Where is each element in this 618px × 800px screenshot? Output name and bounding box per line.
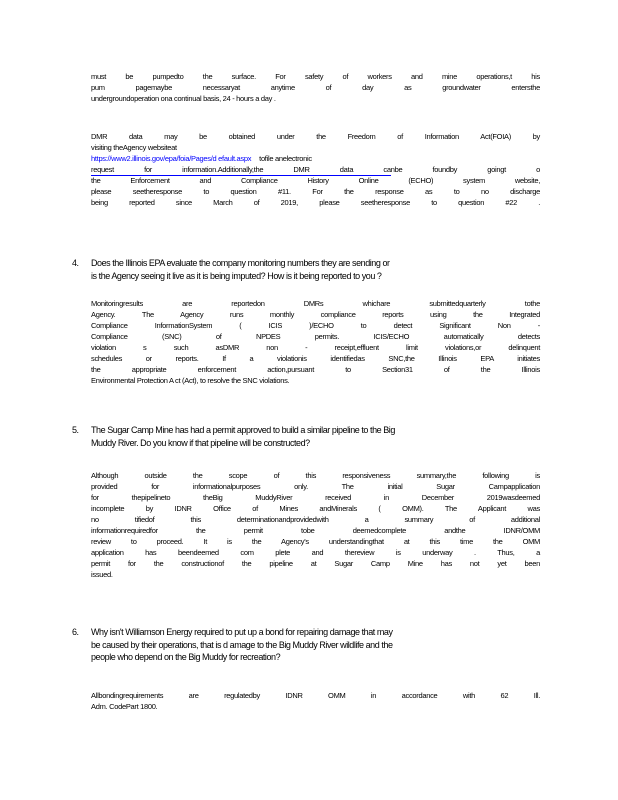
- text-line: Agency. The Agency runs monthly compliance reports using the Integrated: [91, 310, 540, 319]
- text-line: informationrequiredfor the permit tobe deemedcomplete andthe IDNR/OMM: [91, 526, 540, 535]
- text-line: provided for informationalpurposes only. The initial Sugar Campapplication: [91, 482, 540, 491]
- question-line: Does the Illinois EPA evaluate the company monitoring numbers they are sending or: [91, 258, 390, 268]
- text-line: the appropriate enforcement action,pursuant to Section31 of the Illinois: [91, 365, 540, 374]
- text-line: the Enforcement and Compliance History Online (ECHO) system website,: [91, 176, 540, 185]
- text-line: issued.: [91, 570, 113, 579]
- text-line: visiting theAgency websiteat: [91, 143, 177, 152]
- question-line: is the Agency seeing it live as it is being imputed? How is it being reported to you ?: [91, 270, 382, 281]
- question-text: [91, 424, 541, 449]
- question-text: [91, 257, 541, 282]
- text-line: DMR data may be obtained under the Freedom of Information Act(FOIA) by: [91, 132, 540, 141]
- question-5: [72, 424, 542, 450]
- text-line: for thepipelineto theBig MuddyRiver received in December 2019wasdeemed: [91, 493, 540, 502]
- text-line: must be pumpedto the surface. For safety of workers and mine operations,t his: [91, 72, 540, 81]
- question-line: people who depend on the Big Muddy for recreation?: [91, 652, 281, 662]
- link-underline: [91, 175, 391, 176]
- paragraph-dmr-data: [91, 131, 540, 208]
- text-line: review to proceed. It is the Agency's understandingthat at this time the OMM: [91, 537, 540, 546]
- text-line: Monitoringresults are reportedon DMRs whichare submittedquarterly tothe: [91, 299, 540, 308]
- text-line: request for information.Additionally,the DMR data canbe foundby goingt o: [91, 165, 540, 174]
- paragraph-bonding: [91, 690, 540, 712]
- question-4: [72, 257, 542, 283]
- text-line: Adm. CodePart 1800.: [91, 702, 158, 711]
- text-line: incomplete by IDNR Office of Mines andMinerals ( OMM). The Applicant was: [91, 504, 540, 513]
- text-line: pum pagemaybe necessaryat anytime of day as groundwater entersthe: [91, 83, 540, 92]
- text-line: please seetheresponse to question #11. For the response as to no discharge: [91, 187, 540, 196]
- paragraph-pumping: [91, 71, 540, 104]
- text-line: Environmental Protection A ct (Act), to resolve the SNC violations.: [91, 376, 290, 385]
- text-line: permit for the constructionof the pipeline at Sugar Camp Mine has not yet been: [91, 559, 540, 568]
- question-text: [91, 626, 541, 664]
- question-6: [72, 626, 542, 665]
- question-number: 5.: [72, 425, 79, 435]
- question-number: 6.: [72, 627, 79, 637]
- text-line: Allbondingrequirements are regulatedby IDNR OMM in accordance with 62 Ill.: [91, 691, 540, 700]
- text-line: Compliance InformationSystem ( ICIS )/ECHO to detect Significant Non -: [91, 321, 540, 330]
- text-line: Although outside the scope of this responsiveness summary,the following is: [91, 471, 540, 480]
- text-line: undergroundoperation ona continual basis, 24 - hours a day .: [91, 94, 276, 103]
- text-line: schedules or reports. If a violationis identifiedas SNC,the Illinois EPA initiates: [91, 354, 540, 363]
- link-trailing-text: tofile anelectronic: [259, 154, 312, 163]
- text-line: Compliance (SNC) of NPDES permits. ICIS/ECHO automatically detects: [91, 332, 540, 341]
- text-line: application has beendeemed com plete and thereview is underway . Thus, a: [91, 548, 540, 557]
- paragraph-sugar-camp: [91, 470, 540, 580]
- foia-link[interactable]: https://www2.illinois.gov/epa/foia/Pages/d efault.aspx: [91, 154, 252, 163]
- question-line: Why isn't Williamson Energy required to put up a bond for repairing damage that may: [91, 627, 393, 637]
- question-line: The Sugar Camp Mine has had a permit approved to build a similar pipeline to the Big: [91, 425, 395, 435]
- paragraph-monitoring: [91, 298, 540, 386]
- question-line: be caused by their operations, that is d amage to the Big Muddy River wildlife and the: [91, 639, 393, 650]
- question-line: Muddy River. Do you know if that pipeline will be constructed?: [91, 437, 310, 448]
- question-number: 4.: [72, 258, 79, 268]
- text-line: being reported since March of 2019, please seetheresponse to question #22 .: [91, 198, 540, 207]
- text-line: no tifiedof this determinationandprovidedwith a summary of additional: [91, 515, 540, 524]
- text-line: violation s such asDMR non - receipt,effluent limit violations,or delinquent: [91, 343, 540, 352]
- text-line-with-link: [91, 153, 540, 164]
